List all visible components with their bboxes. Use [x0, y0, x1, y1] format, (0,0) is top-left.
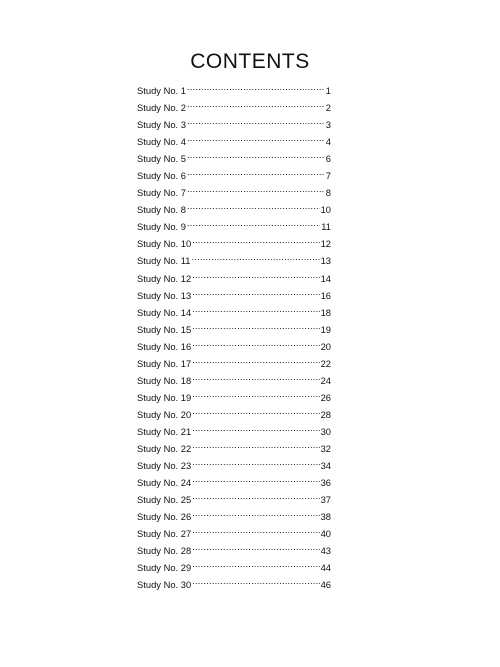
dot-leader [192, 442, 319, 452]
toc-entry-label: Study No. 28 [137, 545, 192, 557]
toc-entry-label: Study No. 14 [137, 306, 192, 318]
toc-entry-page-number: 36 [320, 477, 331, 489]
dot-leader [187, 220, 320, 230]
toc-entry-label: Study No. 2 [137, 102, 186, 114]
toc-entry [137, 355, 331, 372]
dot-leader [187, 101, 325, 111]
toc-entry [137, 304, 331, 321]
toc-entry [137, 525, 331, 542]
dot-leader [192, 510, 319, 520]
dot-leader [187, 203, 320, 213]
toc-entry [137, 150, 331, 167]
dot-leader [187, 152, 325, 162]
toc-entry-label: Study No. 3 [137, 119, 186, 131]
toc-entry-page-number: 12 [320, 238, 331, 250]
dot-leader [192, 493, 319, 503]
toc-entry [137, 235, 331, 252]
toc-entry [137, 218, 331, 235]
toc-entry [137, 491, 331, 508]
toc-entry-page-number: 46 [320, 579, 331, 591]
dot-leader [192, 527, 319, 537]
toc-entry-page-number: 43 [320, 545, 331, 557]
dot-leader [192, 272, 319, 282]
toc-entry [137, 99, 331, 116]
toc-entry-page-number: 26 [320, 391, 331, 403]
toc-entry-page-number: 37 [320, 494, 331, 506]
toc-entry-label: Study No. 27 [137, 528, 192, 540]
toc-entry [137, 184, 331, 201]
dot-leader [187, 169, 325, 179]
toc-entry [137, 542, 331, 559]
toc-entry-page-number: 13 [320, 255, 331, 267]
dot-leader [187, 84, 325, 94]
toc-entry-page-number: 32 [320, 442, 331, 454]
toc-entry-label: Study No. 21 [137, 425, 192, 437]
toc-entry-page-number: 38 [320, 511, 331, 523]
toc-entry [137, 559, 331, 576]
toc-entry [137, 167, 331, 184]
toc-entry-page-number: 1 [325, 85, 331, 96]
toc-entry-label: Study No. 5 [137, 153, 186, 165]
dot-leader [192, 254, 320, 264]
toc-entry-label: Study No. 10 [137, 238, 192, 250]
dot-leader [192, 237, 319, 247]
toc-entry [137, 338, 331, 355]
toc-entry-label: Study No. 4 [137, 136, 186, 148]
dot-leader [192, 323, 319, 333]
toc-entry-label: Study No. 12 [137, 272, 192, 284]
toc-entry-label: Study No. 29 [137, 562, 192, 574]
toc-entry-page-number: 20 [320, 340, 331, 352]
dot-leader [187, 186, 325, 196]
toc-entry-page-number: 30 [320, 425, 331, 437]
toc-entry-label: Study No. 26 [137, 511, 192, 523]
toc-entry-label: Study No. 7 [137, 187, 186, 199]
dot-leader [187, 118, 325, 128]
dot-leader [192, 476, 319, 486]
toc-entry-page-number: 6 [325, 153, 331, 165]
toc-entry-label: Study No. 22 [137, 442, 192, 454]
dot-leader [192, 306, 319, 316]
toc-entry [137, 406, 331, 423]
toc-entry [137, 116, 331, 133]
toc-entry-label: Study No. 19 [137, 391, 192, 403]
toc-entry-page-number: 4 [325, 136, 331, 148]
toc-entry-label: Study No. 9 [137, 221, 186, 233]
toc-entry [137, 474, 331, 491]
toc-entry-label: Study No. 30 [137, 579, 192, 591]
toc-entry [137, 508, 331, 525]
toc-entry-label: Study No. 23 [137, 460, 192, 472]
toc-entry-page-number: 24 [320, 374, 331, 386]
toc-entry-page-number: 7 [325, 170, 331, 182]
toc-entry [137, 423, 331, 440]
toc-entry-label: Study No. 17 [137, 357, 192, 369]
toc-entry [137, 576, 331, 593]
toc-entry-label: Study No. 8 [137, 204, 186, 216]
toc-entry-label: Study No. 20 [137, 408, 192, 420]
toc-entry [137, 372, 331, 389]
toc-entry-page-number: 34 [320, 460, 331, 472]
toc-entry [137, 287, 331, 304]
dot-leader [192, 459, 319, 469]
toc-entry [137, 440, 331, 457]
toc-entry-label: Study No. 24 [137, 477, 192, 489]
toc-entry-label: Study No. 6 [137, 170, 186, 182]
toc-entry-page-number: 40 [320, 528, 331, 540]
table-of-contents [137, 82, 331, 593]
dot-leader [192, 357, 319, 367]
toc-entry-page-number: 14 [320, 272, 331, 284]
toc-entry [137, 321, 331, 338]
dot-leader [192, 289, 319, 299]
toc-entry-label: Study No. 1 [137, 85, 186, 96]
toc-entry-page-number: 10 [320, 204, 331, 216]
dot-leader [192, 578, 319, 588]
toc-entry-page-number: 18 [320, 306, 331, 318]
toc-entry-page-number: 22 [320, 357, 331, 369]
dot-leader [192, 374, 319, 384]
dot-leader [192, 561, 319, 571]
toc-entry [137, 270, 331, 287]
toc-entry-label: Study No. 18 [137, 374, 192, 386]
toc-entry-page-number: 16 [320, 289, 331, 301]
toc-entry-page-number: 44 [320, 562, 331, 574]
toc-entry [137, 201, 331, 218]
dot-leader [187, 135, 325, 145]
toc-entry-page-number: 2 [325, 102, 331, 114]
toc-entry [137, 457, 331, 474]
dot-leader [192, 544, 319, 554]
toc-entry-page-number: 11 [321, 221, 331, 233]
toc-entry [137, 252, 331, 269]
toc-entry-label: Study No. 13 [137, 289, 192, 301]
toc-entry [137, 82, 331, 99]
toc-entry-label: Study No. 25 [137, 494, 192, 506]
toc-entry [137, 133, 331, 150]
dot-leader [192, 391, 319, 401]
toc-entry-label: Study No. 11 [137, 255, 191, 267]
toc-entry-page-number: 8 [325, 187, 331, 199]
toc-entry-label: Study No. 15 [137, 323, 192, 335]
toc-entry-page-number: 3 [325, 119, 331, 131]
dot-leader [192, 425, 319, 435]
toc-entry-page-number: 28 [320, 408, 331, 420]
dot-leader [192, 408, 319, 418]
page-title: CONTENTS [190, 50, 310, 73]
toc-entry-label: Study No. 16 [137, 340, 192, 352]
toc-entry [137, 389, 331, 406]
dot-leader [192, 340, 319, 350]
toc-entry-page-number: 19 [320, 323, 331, 335]
